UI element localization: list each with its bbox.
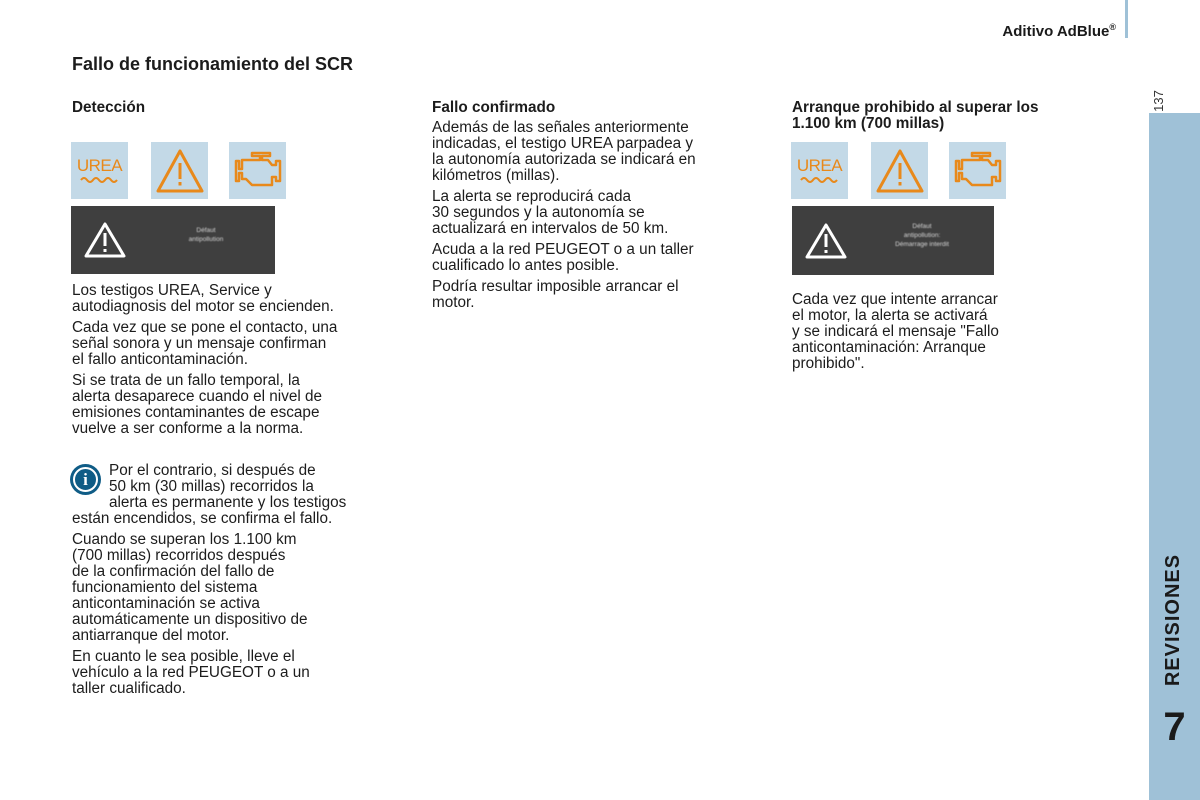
urea-icon-label: UREA xyxy=(76,156,123,175)
section-title: Fallo de funcionamiento del SCR xyxy=(72,54,354,74)
column-detection xyxy=(72,100,417,120)
chapter-label: REVISIONES xyxy=(1162,553,1184,687)
paragraph: Los testigos UREA, Service y autodiagnosis del motor se encienden. xyxy=(72,282,334,315)
paragraph: La alerta se reproducirá cada 30 segundos y la autonomía se actualizará en intervalos de 50 km. xyxy=(432,188,669,237)
display-line: antipollution: xyxy=(903,232,941,239)
display-line: Défaut xyxy=(912,223,932,230)
column-heading: Fallo confirmado xyxy=(432,99,556,116)
engine-fault-icon xyxy=(949,142,1006,199)
detection-text xyxy=(72,283,417,442)
dashboard-display xyxy=(792,206,994,275)
paragraph: En cuanto le sea posible, lleve el vehículo a la red PEUGEOT o a un taller cualificado. xyxy=(72,648,310,697)
start-prohibited-text xyxy=(792,292,1137,377)
paragraph: Si se trata de un fallo temporal, la alerta desaparece cuando el nivel de emisiones contaminantes de escape vuelve a ser conforme a la norma. xyxy=(72,372,323,437)
warning-triangle-icon xyxy=(804,222,848,260)
paragraph: Además de las señales anteriormente indicadas, el testigo UREA parpadea y la autonomía autorizada se indicará en kilómetros (millas). xyxy=(432,119,696,184)
header-divider xyxy=(1125,0,1128,38)
display-line: Défaut xyxy=(196,227,216,234)
urea-warning-icon xyxy=(791,142,848,199)
info-note: Por el contrario, si después de 50 km (30 millas) recorridos la alerta es permanente y los testigos están encendidos, se confirma el fallo. Cuando se superan los 1.100 km (700 millas) recorridos después de la confirmación del fallo de funcionamiento del sistema anticontaminación se activa automáticamente un dispositivo de antiarranque del motor. En cuanto le sea posible, lleve el vehículo a la red PEUGEOT o a un taller cualificado. xyxy=(72,463,417,702)
paragraph: Cuando se superan los 1.100 km (700 millas) recorridos después de la confirmación del fallo de funcionamiento del sistema anticontaminación se activa automáticamente un dispositivo de antiarranque del motor. xyxy=(72,531,308,644)
display-line: antipollution xyxy=(188,236,224,243)
display-line: Démarrage interdit xyxy=(895,241,949,248)
page-number: 137 xyxy=(1151,90,1166,112)
urea-warning-icon xyxy=(71,142,128,199)
warning-triangle-icon xyxy=(83,221,127,259)
paragraph: Cada vez que intente arrancar el motor, la alerta se activará y se indicará el mensaje "Fallo anticontaminación: Arranque prohibido". xyxy=(792,291,999,372)
paragraph: Cada vez que se pone el contacto, una señal sonora y un mensaje confirman el fallo anticontaminación. xyxy=(72,319,338,368)
column-heading: Arranque prohibido al superar los 1.100 km (700 millas) xyxy=(792,99,1039,132)
chapter-number: 7 xyxy=(1163,705,1186,749)
column-start-prohibited xyxy=(792,100,1137,136)
paragraph: Acuda a la red PEUGEOT o a un taller cualificado lo antes posible. xyxy=(432,241,694,274)
paragraph: Podría resultar imposible arrancar el motor. xyxy=(432,278,679,311)
service-warning-icon xyxy=(871,142,928,199)
engine-fault-icon xyxy=(229,142,286,199)
column-heading: Detección xyxy=(72,99,146,116)
page-header-title: Aditivo AdBlue® xyxy=(1002,22,1116,40)
column-confirmed-fault xyxy=(432,100,777,316)
dashboard-display xyxy=(71,206,275,274)
urea-icon-label: UREA xyxy=(796,156,843,175)
service-warning-icon xyxy=(151,142,208,199)
info-icon: i xyxy=(70,464,101,495)
